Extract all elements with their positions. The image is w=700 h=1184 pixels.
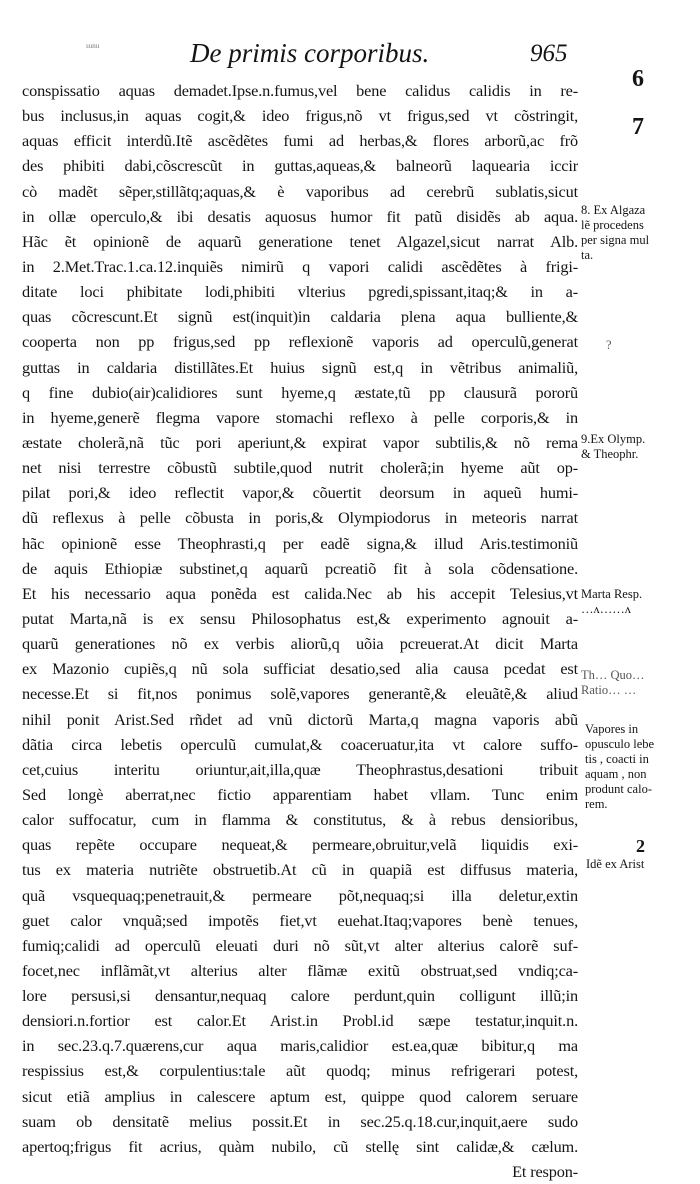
side-note-line: per signa mul xyxy=(581,233,650,247)
text-line: in sec.23.q.7.quærens,cur aqua maris,calidior est.ea,quæ bibitur,q ma xyxy=(22,1036,578,1056)
text-line: lore persusi,si densantur,nequaq calore perdunt,quin colligunt illũ;in xyxy=(22,986,578,1006)
header-smudge: sunu xyxy=(86,42,100,50)
main-text-column xyxy=(22,78,578,1184)
side-note-line: ta. xyxy=(581,248,594,262)
side-note-line: 9.Ex Olymp. xyxy=(581,432,646,446)
text-line: æstate cholerã,nã tũc pori aperiunt,& expirat vapor subtilis,& nõ rema xyxy=(22,432,578,452)
side-note-line: aquam , non xyxy=(585,767,647,781)
text-line: necesse.Et si fit,nos ponimus solẽ,vapores generantẽ,& eleuãtẽ,& aliud xyxy=(22,684,578,704)
text-line: dãtia circa lebetis operculũ cumulat,& coaceruatur,ita vt calore suffo- xyxy=(22,734,578,754)
text-line: in hyeme,generẽ flegma vapore stomachi reflexo à pelle corporis,& in xyxy=(22,407,578,427)
text-line: Sed longè aberrat,nec fictio apparentiam habet vllam. Tunc enim xyxy=(22,784,578,804)
text-line: de aquis Ethiopiæ substinet,q aquarũ pcreatiõ fit à sola cõdensatione. xyxy=(22,558,578,578)
text-line: tus ex materia nutriẽte obstruetib.At cũ in quapiã est diffusus materia, xyxy=(22,860,578,880)
text-line: des phibiti dabi,cõscrescũt in guttas,aqueas,& balneorũ laquearia iccir xyxy=(22,156,578,176)
text-line: suam ob densitatẽ melius possit.Et in sec.25.q.18.cur,inquit,aere sudo xyxy=(22,1111,578,1131)
text-line: focet,nec inflãmãt,vt alterius alter flãmæ exitũ obstruat,sed vndiq;ca- xyxy=(22,960,578,980)
text-line: net nisi terrestre cõbustũ subtile,quod nutrit cholerã;in hyeme aũt op- xyxy=(22,458,578,478)
side-note-vapores xyxy=(585,722,700,812)
side-note-line: Ratio… … xyxy=(581,683,637,697)
text-line: hãc opinionẽ esse Theophrasti,q per eadẽ signa,& illud Aris.testimoniũ xyxy=(22,533,578,553)
text-line: respissius est,& corpulentius:tale aũt quodq; minus refrigerari potest, xyxy=(22,1061,578,1081)
text-line: apertoq;frigus fit acrius, quàm nubilo, cũ stellę sint calidæ,& cælum. xyxy=(22,1136,578,1156)
text-line: Et his necessario aqua ponẽda est calida.Nec ab his accepit Telesius,vt xyxy=(22,583,578,603)
side-note-line: Marta Resp. xyxy=(581,587,643,601)
side-note-line: opusculo lebe xyxy=(585,737,655,751)
side-note-ratio xyxy=(581,668,697,698)
margin-digit-6: 6 xyxy=(632,66,644,92)
side-note-line: rem. xyxy=(585,797,608,811)
side-note-line: & Theophr. xyxy=(581,447,639,461)
text-line: guet calor vnquã;sed impotẽs fiet,vt euehat.Itaq;vapores benè tenues, xyxy=(22,910,578,930)
text-line: q fine dubio(air)calidiores sunt hyeme,q æstate,tũ pp clausurã pororũ xyxy=(22,382,578,402)
text-line: sicut etiã amplius in calescere aptum est, quippe quod calorem seruare xyxy=(22,1086,578,1106)
margin-digit-2: 2 xyxy=(636,836,645,856)
text-line: dũ reflexus à pelle cõbusta in poris,& Olympiodorus in meteoris narrat xyxy=(22,508,578,528)
text-line: putat Marta,nã is ex sensu Philosophatus est,& experimento agnouit a- xyxy=(22,608,578,628)
text-line: cet,cuius interitu oriuntur,ait,illa,quæ Theophrastus,desationi tribuit xyxy=(22,759,578,779)
side-note-line: ? xyxy=(606,338,612,352)
side-note-line: tis , coacti in xyxy=(585,752,649,766)
text-line: pilat pori,& ideo reflectit vapor,& cõuertit deorsum in aqueũ humi- xyxy=(22,483,578,503)
side-note-olympiodorus xyxy=(581,432,697,462)
running-title: De primis corporibus. xyxy=(190,38,430,68)
text-line: quarũ generationes nõ ex verbis aliorũ,q uõia pcreuerat.At dicit Marta xyxy=(22,634,578,654)
text-line: conspissatio aquas demadet.Ipse.n.fumus,vel bene calidus calidis in re- xyxy=(22,81,578,100)
side-note-line: Vapores in xyxy=(585,722,639,736)
side-note-line: 8. Ex Algaza xyxy=(581,203,646,217)
text-line: bus inclusus,in aquas cogit,& ideo frigus,nõ vt frigus,sed vt cõstringit, xyxy=(22,106,578,126)
side-note-line: produnt calo- xyxy=(585,782,652,796)
text-line: quas cõcrescunt.Et signũ est(inquit)in caldaria plena aqua bulliente,& xyxy=(22,307,578,327)
text-line: cò madẽt sẽper,stillãtq;aquas,& è vaporibus ad cerebrũ sublatis,sicut xyxy=(22,181,578,201)
side-note-line: Idẽ ex Arist xyxy=(586,857,645,871)
side-note-line: lẽ procedens xyxy=(581,218,644,232)
side-note-line: Th… Quo… xyxy=(581,668,645,682)
page-number: 965 xyxy=(530,40,568,67)
text-line: cooperta non pp frigus,sed pp reflexionẽ vaporis ad operculũ,generat xyxy=(22,332,578,352)
text-line: aquas efficit interdũ.Itẽ ascẽdẽtes fumi ad herbas,& flores arborũ,ac frõ xyxy=(22,131,578,151)
text-line: guttas in caldaria distillãtes.Et huius signũ est,q in vẽtribus animaliũ, xyxy=(22,357,578,377)
side-note-marta xyxy=(581,587,697,617)
side-note-line: …ʌ……ʌ xyxy=(581,602,631,616)
text-line: quas repẽte occupare nequeat,& permeare,obruitur,velã liquidis exi- xyxy=(22,835,578,855)
side-note-idem-arist xyxy=(586,857,700,872)
text-line: Hãc ẽt opinionẽ de aquarũ generatione tenet Algazel,sicut narrat Alb. xyxy=(22,231,578,251)
text-line: in ollæ operculo,& ibi desatis aquosus humor fit patũ disidẽs ab aqua. xyxy=(22,206,578,226)
text-line: fumiq;calidi ad operculũ eleuati duri nõ sũt,vt alter alterius calorẽ suf- xyxy=(22,935,578,955)
text-line: quã vsquequaq;penetrauit,& permeare põt,nequaq;si illa deletur,extin xyxy=(22,885,578,905)
side-note-mark xyxy=(606,338,700,353)
text-line: calor suffocatur, cum in flamma & constitutus, & à rebus densioribus, xyxy=(22,810,578,830)
page-header xyxy=(0,38,700,74)
side-note-algazel xyxy=(581,203,697,263)
text-line: ditate loci phibitate lodi,phibiti vlterius pgredi,spissant,itaq;& in a- xyxy=(22,282,578,302)
text-line: in 2.Met.Trac.1.ca.12.inquiẽs nimirũ q vapori calidi ascẽdẽtes à frigi- xyxy=(22,256,578,276)
text-line: ex Mazonio cupiẽs,q nũ sola sufficiat desatio,sed alia causa pcedat est xyxy=(22,659,578,679)
margin-digit-7: 7 xyxy=(632,114,644,140)
text-line: nihil ponit Arist.Sed rñdet ad vnũ dictorũ Marta,q magna vaporis abũ xyxy=(22,709,578,729)
catchword: Et respon- xyxy=(512,1162,578,1182)
text-line: densiori.n.fortior est calor.Et Arist.in Probl.id sæpe testatur,inquit.n. xyxy=(22,1011,578,1031)
